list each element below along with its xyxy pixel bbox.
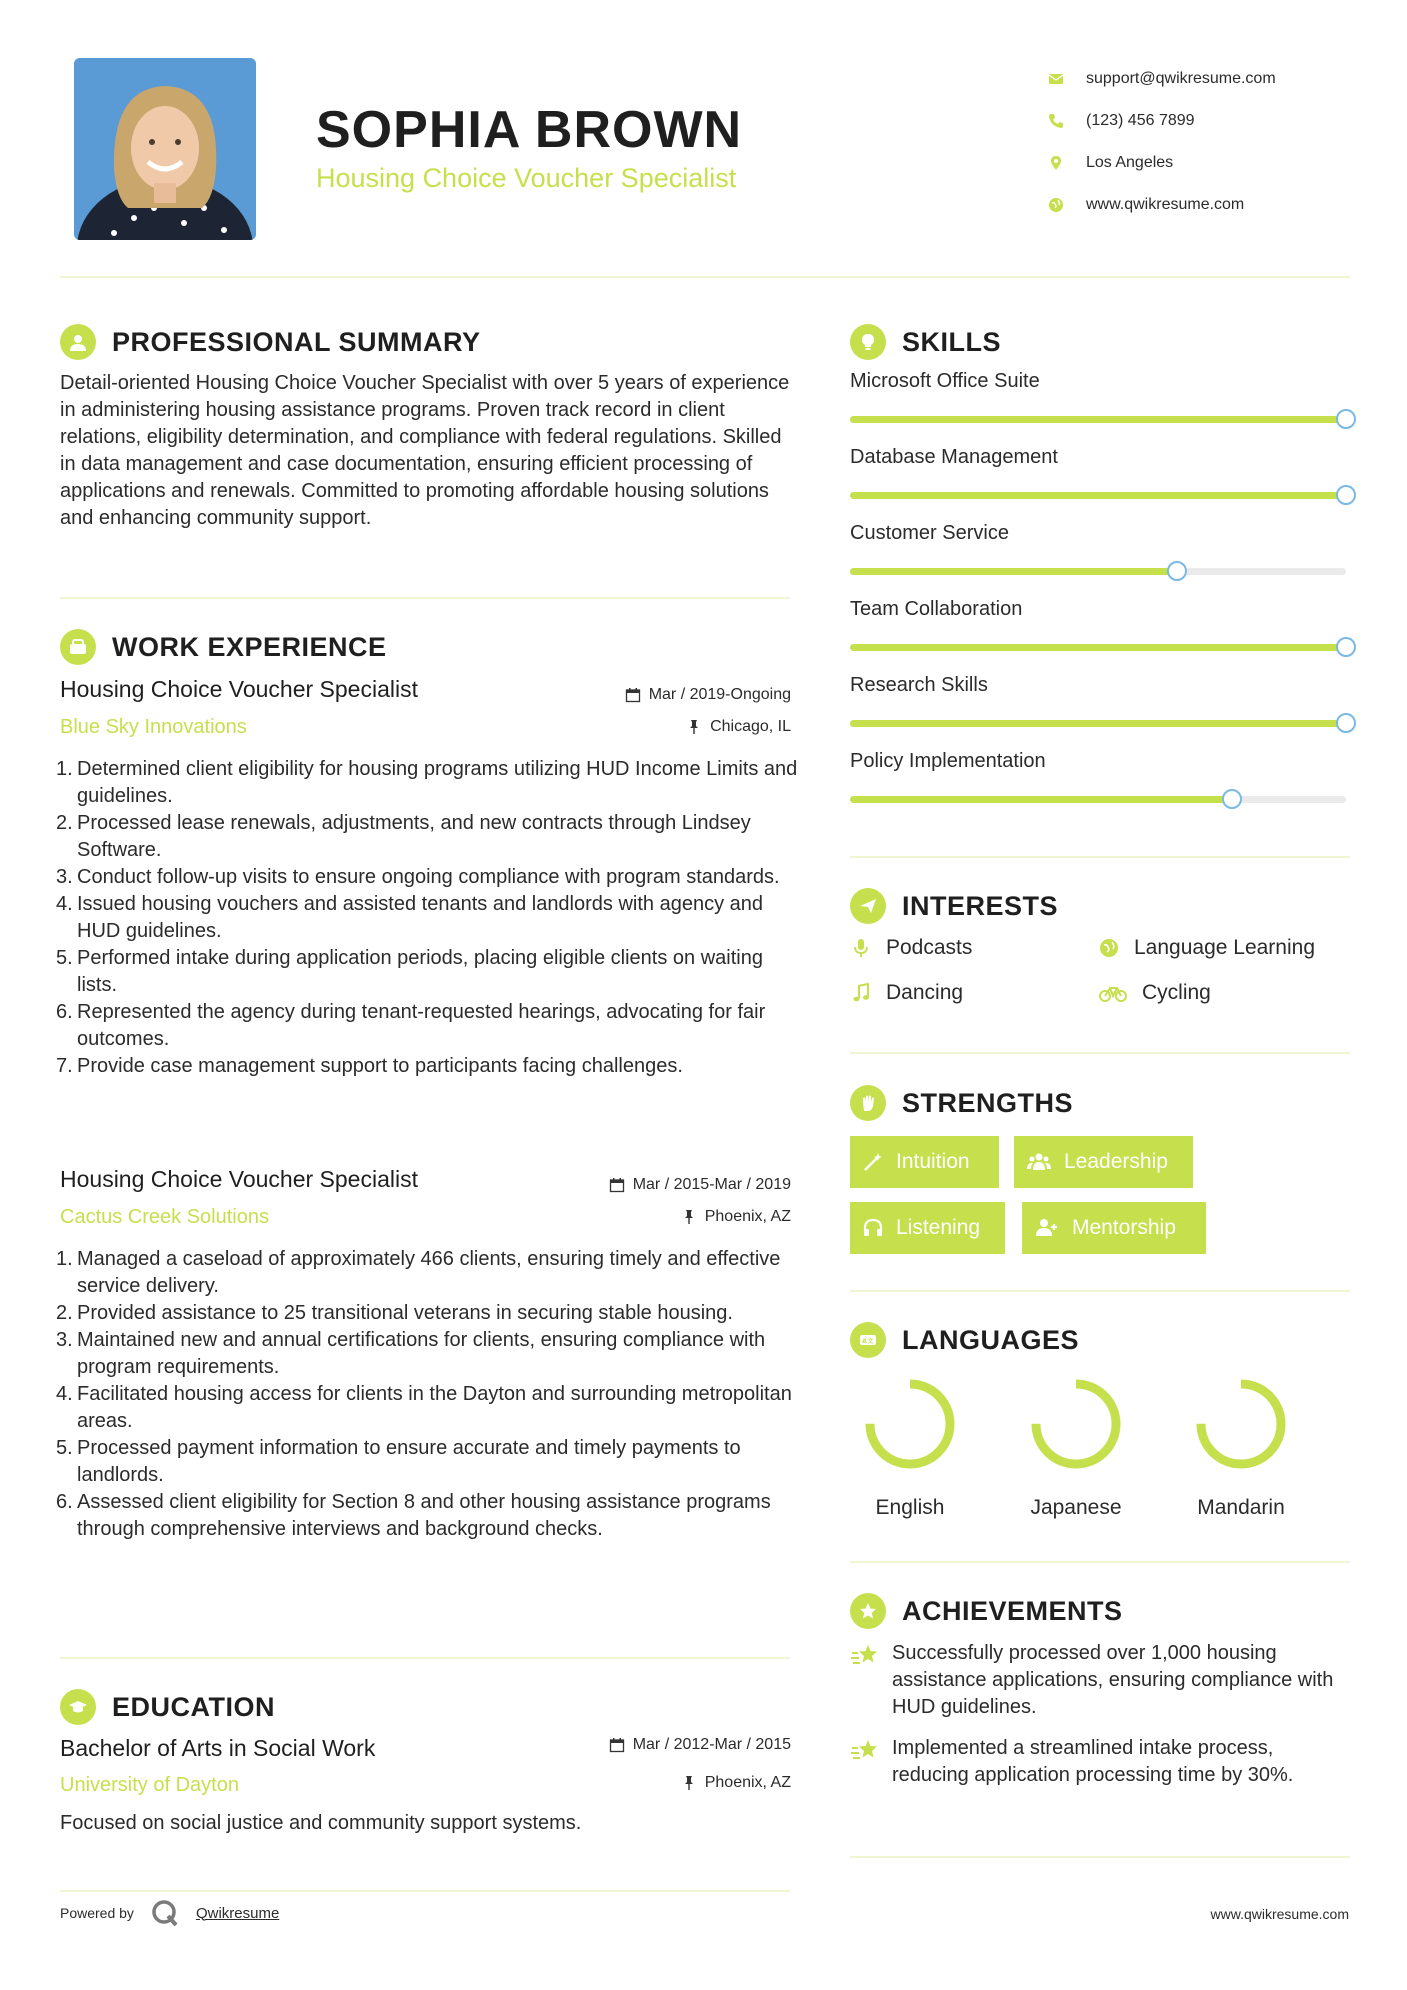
language-level-ring bbox=[1193, 1376, 1289, 1472]
summary-heading: PROFESSIONAL SUMMARY bbox=[60, 324, 481, 360]
bicycle-icon bbox=[1098, 982, 1128, 1004]
user-icon bbox=[60, 324, 96, 360]
interests-divider bbox=[850, 1052, 1350, 1054]
duty-item: 6. Represented the agency during tenant-requested hearings, advocating for fair outcomes. bbox=[56, 1001, 766, 1050]
microphone-icon bbox=[850, 937, 872, 959]
strength-leadership: Leadership bbox=[1014, 1136, 1193, 1188]
duty-item: 2. Provided assistance to 25 transitional veterans in securing stable housing. bbox=[56, 1302, 733, 1324]
skill-bar-fill bbox=[850, 492, 1346, 499]
candidate-title: Housing Choice Voucher Specialist bbox=[316, 163, 737, 193]
job-location: Phoenix, AZ bbox=[681, 1208, 791, 1226]
language-item bbox=[850, 1376, 970, 1520]
job-dates: Mar / 2019-Ongoing bbox=[625, 686, 791, 704]
job-duties bbox=[56, 756, 799, 1080]
users-icon bbox=[1026, 1151, 1052, 1173]
contact-phone-text: (123) 456 7899 bbox=[1086, 112, 1195, 129]
duty-item: 5. Processed payment information to ensure accurate and timely payments to landlords. bbox=[56, 1437, 741, 1486]
globe-icon bbox=[1048, 197, 1064, 213]
language-name: Mandarin bbox=[1197, 1496, 1285, 1519]
job-company: Blue Sky Innovations bbox=[60, 716, 247, 738]
interest-dancing: Dancing bbox=[850, 981, 963, 1005]
experience-heading: WORK EXPERIENCE bbox=[60, 629, 387, 665]
skill-level-knob bbox=[1167, 561, 1187, 581]
skill-bar-fill bbox=[850, 644, 1346, 651]
skill-bar-fill bbox=[850, 416, 1346, 423]
job-title: Housing Choice Voucher Specialist bbox=[60, 1166, 418, 1192]
job-title: Housing Choice Voucher Specialist bbox=[60, 676, 418, 702]
svg-text:A文: A文 bbox=[862, 1338, 874, 1345]
strengths-heading: STRENGTHS bbox=[850, 1085, 1073, 1121]
contact-email[interactable] bbox=[1048, 58, 1276, 100]
calendar-icon bbox=[609, 1737, 625, 1753]
skill-item bbox=[850, 598, 1350, 651]
job-company: Cactus Creek Solutions bbox=[60, 1206, 269, 1228]
lightbulb-icon bbox=[850, 324, 886, 360]
skills-divider bbox=[850, 856, 1350, 858]
skill-bar bbox=[850, 644, 1346, 651]
interests-heading: INTERESTS bbox=[850, 888, 1058, 924]
achievements-heading: ACHIEVEMENTS bbox=[850, 1593, 1123, 1629]
skill-bar-fill bbox=[850, 720, 1346, 727]
education-note: Focused on social justice and community support systems. bbox=[60, 1812, 582, 1834]
skill-item bbox=[850, 674, 1350, 727]
strength-mentorship: Mentorship bbox=[1022, 1202, 1206, 1254]
school-name: University of Dayton bbox=[60, 1774, 239, 1796]
language-level-ring bbox=[1028, 1376, 1124, 1472]
strength-listening: Listening bbox=[850, 1202, 1005, 1254]
shooting-star-icon bbox=[850, 1640, 880, 1670]
pushpin-icon bbox=[681, 1209, 697, 1225]
duty-item: 2. Processed lease renewals, adjustments, and new contracts through Lindsey Software. bbox=[56, 812, 751, 861]
skill-bar-fill bbox=[850, 796, 1232, 803]
duty-item: 3. Maintained new and annual certifications for clients, ensuring compliance with program requirements. bbox=[56, 1329, 766, 1378]
duty-item: 5. Performed intake during application periods, placing eligible clients on waiting lists. bbox=[56, 947, 763, 996]
degree-title: Bachelor of Arts in Social Work bbox=[60, 1735, 376, 1761]
language-name: English bbox=[875, 1496, 945, 1519]
briefcase-icon bbox=[60, 629, 96, 665]
contact-website[interactable] bbox=[1048, 184, 1276, 226]
strengths-divider bbox=[850, 1290, 1350, 1292]
profile-photo bbox=[74, 58, 256, 240]
magic-wand-icon bbox=[862, 1151, 884, 1173]
footer-divider bbox=[60, 1890, 790, 1892]
powered-by-label: Powered by bbox=[60, 1905, 134, 1921]
skill-item bbox=[850, 446, 1350, 499]
footer-website[interactable]: www.qwikresume.com bbox=[1210, 1906, 1349, 1922]
map-pin-icon bbox=[1048, 155, 1064, 171]
languages-heading: A文 LANGUAGES bbox=[850, 1322, 1079, 1358]
headphones-icon bbox=[862, 1217, 884, 1239]
job-location: Chicago, IL bbox=[686, 718, 791, 736]
language-level-arc bbox=[1036, 1384, 1116, 1464]
skill-bar bbox=[850, 568, 1346, 575]
skill-name: Research Skills bbox=[850, 674, 988, 696]
user-plus-icon bbox=[1034, 1217, 1060, 1239]
globe-icon bbox=[1098, 937, 1120, 959]
language-level-ring bbox=[862, 1376, 958, 1472]
language-level-arc bbox=[1201, 1384, 1281, 1464]
skill-name: Policy Implementation bbox=[850, 750, 1046, 772]
duty-item: 4. Issued housing vouchers and assisted tenants and landlords with agency and HUD guidelines. bbox=[56, 893, 764, 942]
skill-bar bbox=[850, 492, 1346, 499]
qwikresume-link[interactable]: Qwikresume bbox=[195, 1904, 280, 1922]
hand-icon bbox=[850, 1085, 886, 1121]
skills-heading: SKILLS bbox=[850, 324, 1001, 360]
interest-cycling: Cycling bbox=[1098, 981, 1211, 1005]
achievement-item: Implemented a streamlined intake process, reducing application processing time by 30%. bbox=[850, 1735, 1350, 1789]
skill-bar bbox=[850, 416, 1346, 423]
shooting-star-icon bbox=[850, 1735, 880, 1765]
skill-name: Team Collaboration bbox=[850, 598, 1023, 620]
calendar-icon bbox=[625, 687, 641, 703]
pushpin-icon bbox=[681, 1775, 697, 1791]
interest-language-learning: Language Learning bbox=[1098, 936, 1315, 960]
skill-level-knob bbox=[1336, 485, 1356, 505]
education-heading: EDUCATION bbox=[60, 1689, 275, 1725]
skill-level-knob bbox=[1336, 409, 1356, 429]
experience-divider bbox=[60, 1657, 790, 1659]
duty-item: 1. Managed a caseload of approximately 466 clients, ensuring timely and effective service delivery. bbox=[56, 1248, 781, 1297]
skill-item bbox=[850, 522, 1350, 575]
header-divider bbox=[60, 276, 1350, 278]
skill-bar-fill bbox=[850, 568, 1177, 575]
contact-website-text: www.qwikresume.com bbox=[1086, 196, 1245, 213]
interest-podcasts: Podcasts bbox=[850, 936, 972, 960]
paper-plane-icon bbox=[850, 888, 886, 924]
envelope-icon bbox=[1048, 71, 1064, 87]
skill-item bbox=[850, 750, 1350, 803]
duty-item: 7. Provide case management support to participants facing challenges. bbox=[56, 1055, 683, 1077]
skill-name: Microsoft Office Suite bbox=[850, 370, 1040, 392]
skill-name: Customer Service bbox=[850, 522, 1009, 544]
achievements-divider bbox=[850, 1856, 1350, 1858]
languages-divider bbox=[850, 1561, 1350, 1563]
candidate-name: SOPHIA BROWN bbox=[316, 101, 743, 159]
duty-item: 6. Assessed client eligibility for Section 8 and other housing assistance programs through comprehensive interviews and background checks. bbox=[56, 1491, 771, 1540]
language-item bbox=[1016, 1376, 1136, 1520]
summary-divider bbox=[60, 597, 790, 599]
skill-name: Database Management bbox=[850, 446, 1058, 468]
education-dates: Mar / 2012-Mar / 2015 bbox=[609, 1736, 791, 1754]
job-duties bbox=[56, 1246, 799, 1543]
calendar-icon bbox=[609, 1177, 625, 1193]
language-level-arc bbox=[870, 1384, 950, 1464]
phone-icon bbox=[1048, 113, 1064, 129]
qwikresume-logo-icon bbox=[150, 1898, 180, 1928]
duty-item: 3. Conduct follow-up visits to ensure ongoing compliance with program standards. bbox=[56, 866, 780, 888]
skill-level-knob bbox=[1336, 713, 1356, 733]
summary-text: Detail-oriented Housing Choice Voucher Specialist with over 5 years of experience in administering housing assistance programs. Proven track record in client relations, eligibility determination, and compliance with federal regulations. Skilled in data management and case documentation, ensuring efficient processing of applications and renewals. Committed to promoting affordable housing solutions and enhancing community support. bbox=[60, 372, 790, 529]
education-location: Phoenix, AZ bbox=[681, 1774, 791, 1792]
job-dates: Mar / 2015-Mar / 2019 bbox=[609, 1176, 791, 1194]
strength-intuition: Intuition bbox=[850, 1136, 999, 1188]
powered-by bbox=[60, 1898, 279, 1928]
skill-level-knob bbox=[1222, 789, 1242, 809]
language-name: Japanese bbox=[1030, 1496, 1122, 1519]
duty-item: 4. Facilitated housing access for clients in the Dayton and surrounding metropolitan areas. bbox=[56, 1383, 792, 1432]
skill-level-knob bbox=[1336, 637, 1356, 657]
skill-bar bbox=[850, 720, 1346, 727]
contact-email-text: support@qwikresume.com bbox=[1086, 70, 1276, 87]
graduation-cap-icon bbox=[60, 1689, 96, 1725]
skill-item bbox=[850, 370, 1350, 423]
duty-item: 1. Determined client eligibility for housing programs utilizing HUD Income Limits and guidelines. bbox=[56, 758, 798, 807]
contact-info bbox=[1048, 58, 1276, 226]
contact-location bbox=[1048, 142, 1276, 184]
language-item bbox=[1181, 1376, 1301, 1520]
language-badge-icon bbox=[850, 1322, 886, 1358]
skill-bar bbox=[850, 796, 1346, 803]
achievement-item: Successfully processed over 1,000 housing assistance applications, ensuring compliance with HUD guidelines. bbox=[850, 1640, 1350, 1721]
contact-location-text: Los Angeles bbox=[1086, 154, 1174, 171]
star-badge-icon bbox=[850, 1593, 886, 1629]
pushpin-icon bbox=[686, 719, 702, 735]
contact-phone[interactable] bbox=[1048, 100, 1276, 142]
music-note-icon bbox=[850, 982, 872, 1004]
